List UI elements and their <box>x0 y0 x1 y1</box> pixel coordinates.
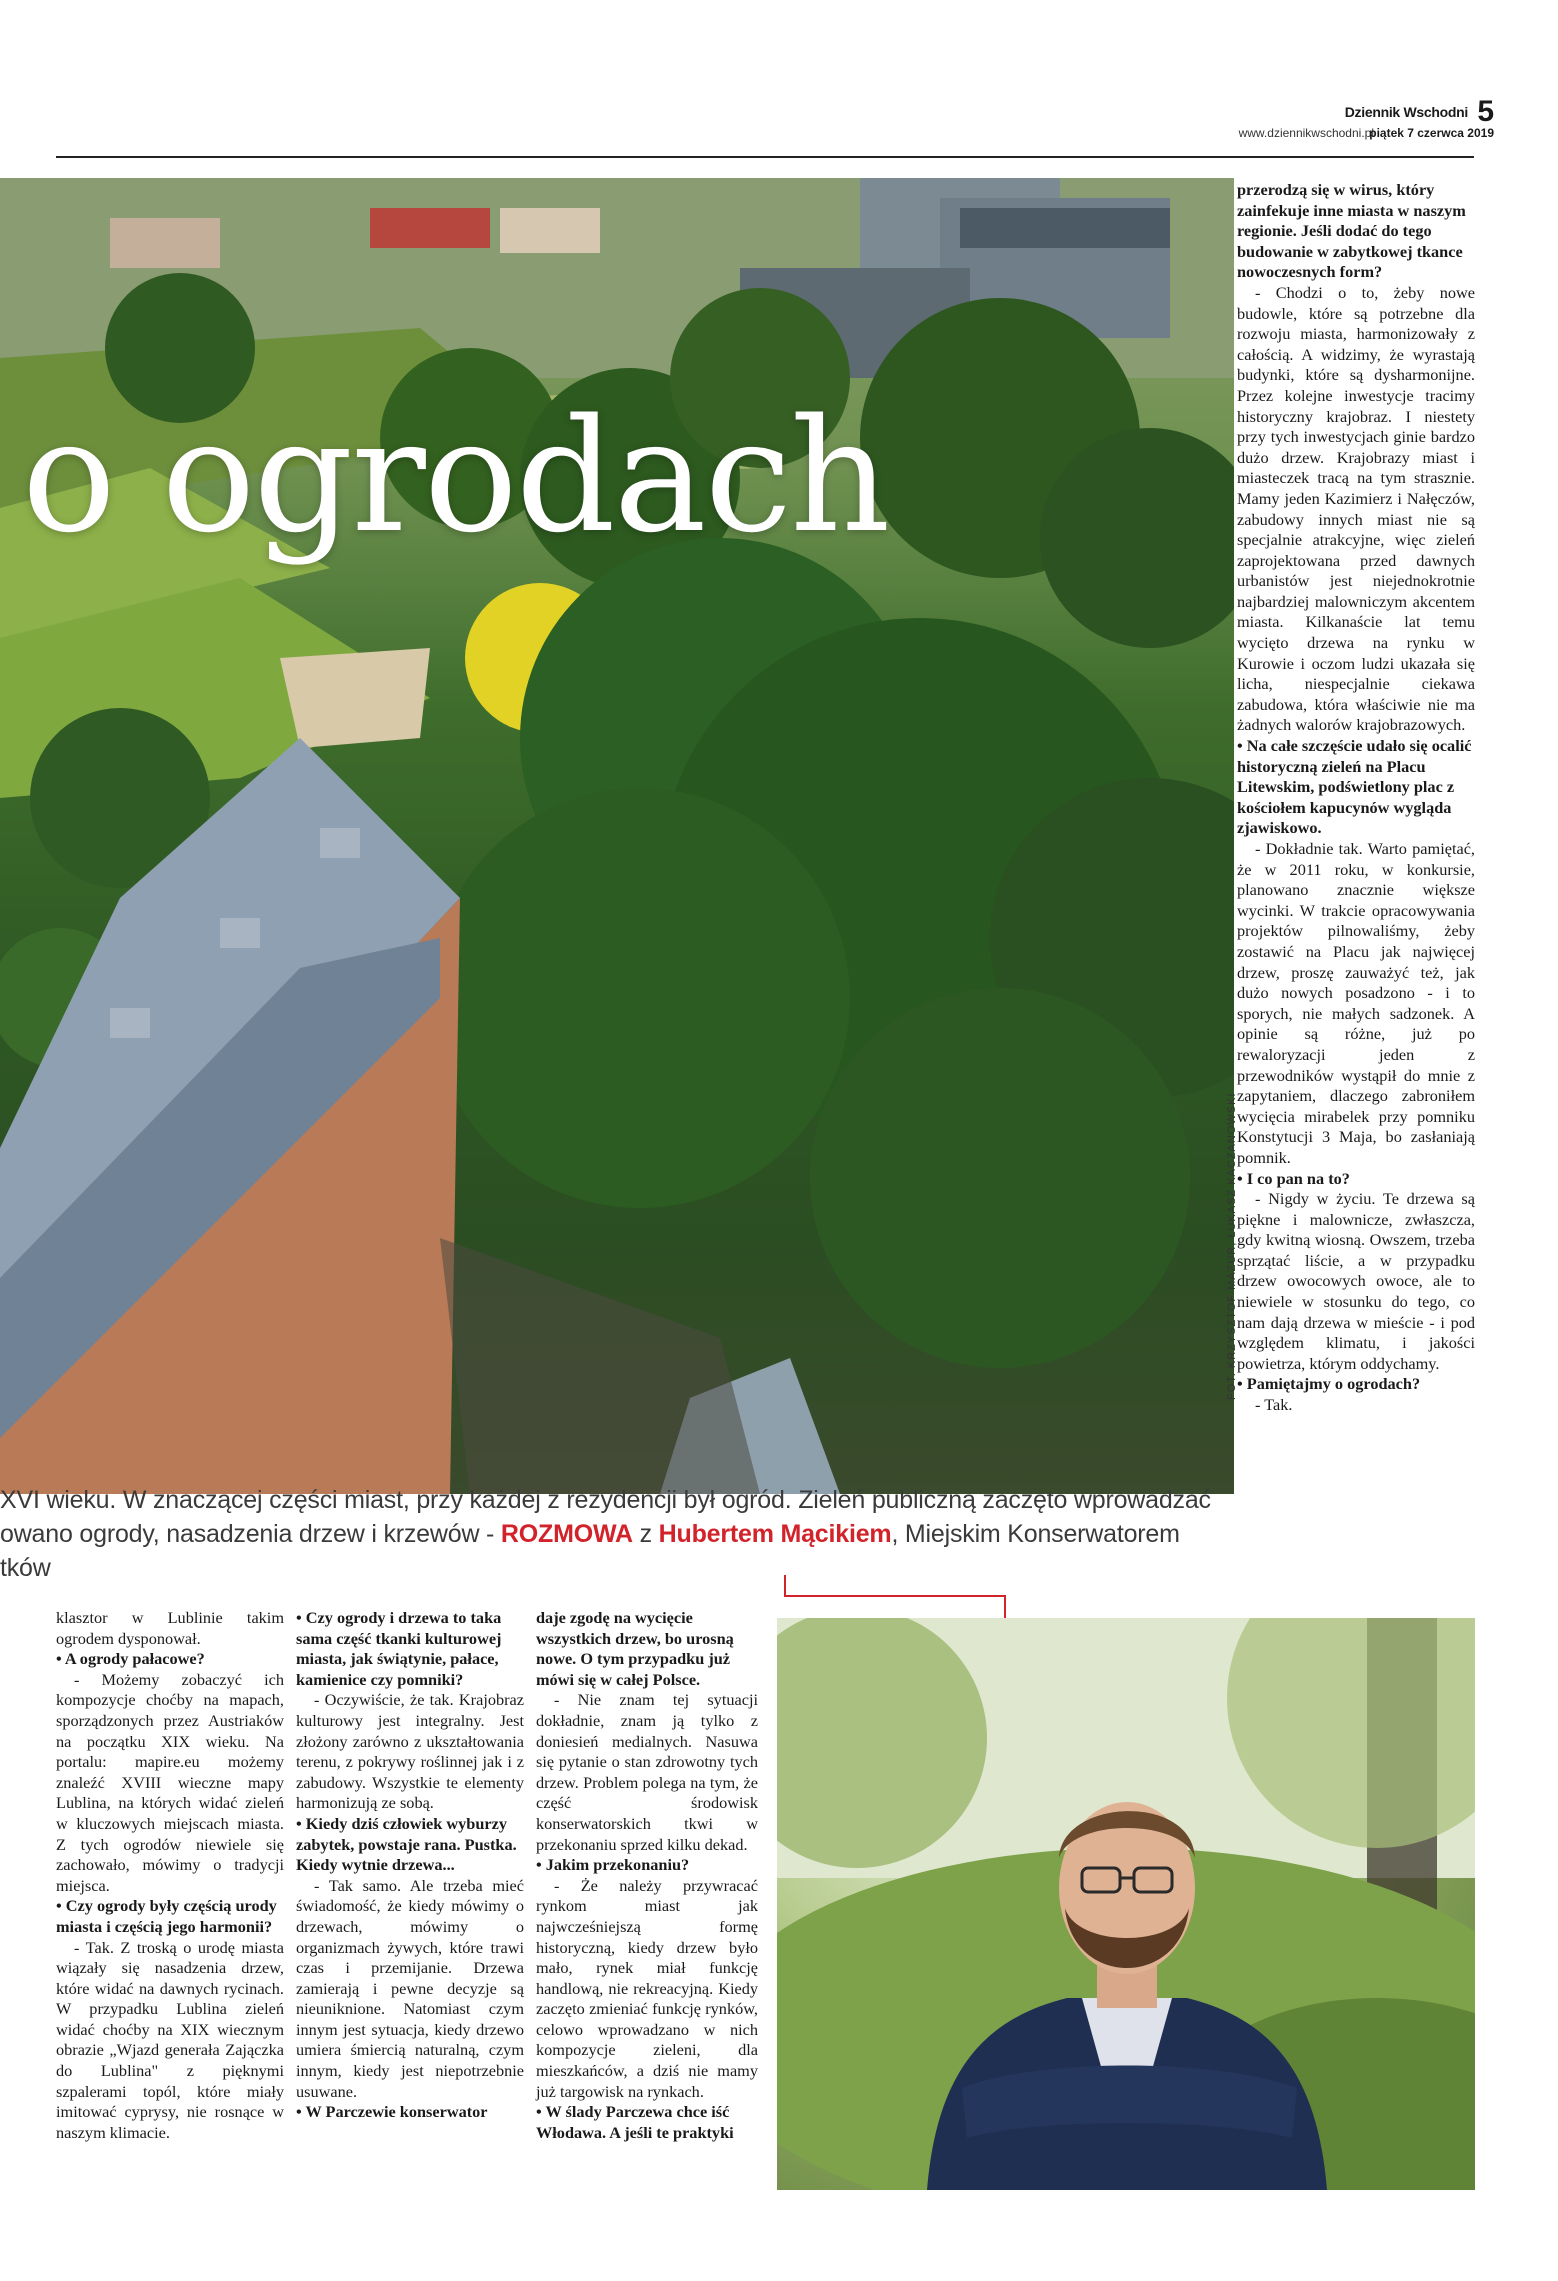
interview-answer: - Możemy zobaczyć ich kompozycje choćby na mapach, sporządzonych przez Austriaków na początku XIX wieku. Na portalu: mapire.eu możemy znaleźć XVIII wieczne mapy Lublina, na których widać zieleń w kluczowych miejscach miasta. Z tych ogrodów niewiele się zachowało, mówimy o tradycji miejsca. <box>56 1669 284 1895</box>
lead-text-before: owano ogrody, nasadzenia drzew i krzewów - <box>0 1520 501 1548</box>
rozmowa-label: ROZMOWA <box>500 1520 633 1548</box>
interview-question: • Jakim przekonaniu? <box>536 1855 690 1875</box>
header-rule <box>56 156 1474 158</box>
interview-answer: - Tak. Z troską o urodę miasta wiązały się nasadzenia drzew, które widać na dawnych rycinach. W przypadku Lublina zieleń widać choćby na XIX wiecznym obrazie „Wjazd generała Zajączka do Lublina" z pięknymi szpalerami topól, które miały imitować cyprysy, nie rosnące w naszym klimacie. <box>56 1937 284 2142</box>
lead-line-1: XVI wieku. W znaczącej części miast, przy każdej z rezydencji był ogród. Zieleń publiczną zaczęto wprowadzać <box>0 1486 1211 1514</box>
interview-answer: - Tak samo. Ale trzeba mieć świadomość, że kiedy mówimy o drzewach, mówimy o organizmach żywych, które trawi czas i przemijanie. Drzewa zamierają i pewne decyzje są nieuniknione. Natomiast czym innym jest sytuacja, kiedy drzewo umiera śmiercią naturalną, czym innym, kiedy jest niepotrzebnie usuwane. <box>296 1875 524 2101</box>
article-column-right <box>1237 180 1475 1416</box>
page-number: 5 <box>1477 95 1494 128</box>
interview-question: • Czy ogrody były częścią urody miasta i częścią jego harmonii? <box>56 1896 277 1936</box>
aerial-photo <box>0 178 1234 1494</box>
paper-name: Dziennik Wschodni <box>1344 104 1468 120</box>
header-url[interactable]: www.dziennikwschodni.pl <box>1238 126 1374 140</box>
interview-question: daje zgodę na wycięcie wszystkich drzew, bo urosną nowe. O tym przypadku już mówi się w całej Polsce. <box>536 1608 734 1689</box>
photo-credit: FOT. KRZYSZTOF MAZUR, ŁUKASZ KACZANOWSKI <box>1226 1092 1238 1400</box>
interview-question: • Czy ogrody i drzewa to taka sama część tkanki kulturowej miasta, jak świątynie, pałace, kamienice czy pomniki? <box>296 1608 502 1689</box>
interview-answer: - Nigdy w życiu. Te drzewa są piękne i malownicze, zwłaszcza, gdy kwitną wiosną. Owszem, trzeba sprzątać liście, a w przypadku drzew owocowych owoce, ale to niewiele w stosunku do tego, co nam dają drzewa w mieście - i pod względem klimatu, i jakości powietrza, którym oddychamy. <box>1237 1189 1475 1373</box>
article-column-2 <box>296 1608 524 2123</box>
lead-line-3: tków <box>0 1554 51 1582</box>
interview-question: • Na całe szczęście udało się ocalić historyczną zieleń na Placu Litewskim, podświetlony plac z kościołem kapucynów wygląda zjawiskowo. <box>1237 736 1472 838</box>
interview-answer: - Że należy przywracać rynkom miast jak najwcześniejszą formę historyczną, kiedy drzew było mało, rynek miał funkcję handlową, nie rekreacyjną. Kiedy zaczęto zmieniać funkcję rynków, celowo wprowadzano w nich kompozycje zieleni, dla mieszkańców, a dziś nie mamy już targowisk na rynkach. <box>536 1875 758 2101</box>
article-column-1 <box>56 1608 284 2143</box>
interviewee-name: Hubertem Mącikiem <box>658 1520 892 1548</box>
article-column-3 <box>536 1608 758 2143</box>
headline-overlay: o ogrodach <box>22 385 889 567</box>
interview-answer: - Dokładnie tak. Warto pamiętać, że w 2011 roku, w konkursie, planowano znacznie większe wycinki. W trakcie opracowywania projektów pilnowaliśmy, żeby zostawić na Placu jak najwięcej drzew, proszę zauważyć też, jak dużo nowych posadzono - i to sporych, nie małych sadzonek. A opinie są różne, już po rewaloryzacji jeden z przewodników wystąpił do mnie z zapytaniem, dlaczego zabroniłem wycięcia mirabelek przy pomniku Konstytucji 3 Maja, bo zasłaniają pomnik. <box>1237 839 1475 1167</box>
connector-line <box>784 1595 1006 1597</box>
header-date: piątek 7 czerwca 2019 <box>1369 126 1494 140</box>
interview-question: • I co pan na to? <box>1237 1168 1350 1188</box>
interview-answer: - Tak. <box>1255 1395 1293 1415</box>
interview-answer: - Nie znam tej sytuacji dokładnie, znam ją tylko z doniesień medialnych. Nasuwa się pytanie o stan zdrowotny tych drzew. Problem polega na tym, że część środowisk konserwatorskich tkwi w przekonaniu sprzed kilku dekad. <box>536 1690 758 1854</box>
interview-question: • W Parczewie konserwator <box>296 2102 488 2122</box>
lead-line-2 <box>0 1520 1180 1549</box>
interview-answer: - Chodzi o to, żeby nowe budowle, które są potrzebne dla rozwoju miasta, harmonizowały z całością. A widzimy, że wyrastają budynki, które są dysharmonijne. Przez kolejne inwestycje tracimy historyczny krajobraz. I niestety przy tych inwestycjach ginie bardzo dużo drzew. Krajobrazy miast i miasteczek tracą na tym strasznie. Mamy jeden Kazimierz i Nałęczów, zabudowy innych miast nie są specjalnie atrakcyjne, więc zieleń zaprojektowana przed dawnych urbanistów jest niejednokrotnie najbardziej malowniczym akcentem miasta. Kilkanaście lat temu wycięto drzewa na rynku w Kurowie i oczom ludzi ukazała się licha, niespecjalnie ciekawa zabudowa, która właściwie nie ma żadnych walorów krajobrazowych. <box>1237 282 1475 735</box>
connector-line <box>784 1575 786 1597</box>
lead-text-after: , Miejskim Konserwatorem <box>891 1520 1180 1548</box>
interview-question: przerodzą się w wirus, który zainfekuje inne miasta w naszym regionie. Jeśli dodać do tego budowanie w zabytkowej tkance nowoczesnych form? <box>1237 180 1466 282</box>
body-paragraph: klasztor w Lublinie takim ogrodem dysponował. <box>56 1608 284 1648</box>
interview-question: • Kiedy dziś człowiek wyburzy zabytek, powstaje rana. Pustka. Kiedy wytnie drzewa... <box>296 1813 517 1875</box>
interview-answer: - Oczywiście, że tak. Krajobraz kulturowy jest integralny. Jest złożony zarówno z ukształtowania terenu, z pokrywy roślinnej jak i z zabudowy. Wszystkie te elementy harmonizują ze sobą. <box>296 1690 524 1813</box>
lead-text-z: z <box>632 1520 659 1548</box>
interview-question: • A ogrody pałacowe? <box>56 1649 205 1669</box>
portrait-illustration <box>777 1618 1475 2190</box>
interview-question: • Pamiętajmy o ogrodach? <box>1237 1374 1421 1394</box>
connector-line <box>1004 1595 1006 1619</box>
interview-question: • W ślady Parczewa chce iść Włodawa. A jeśli te praktyki <box>536 2102 734 2142</box>
portrait-photo <box>777 1618 1475 2190</box>
aerial-photo-illustration <box>0 178 1234 1494</box>
